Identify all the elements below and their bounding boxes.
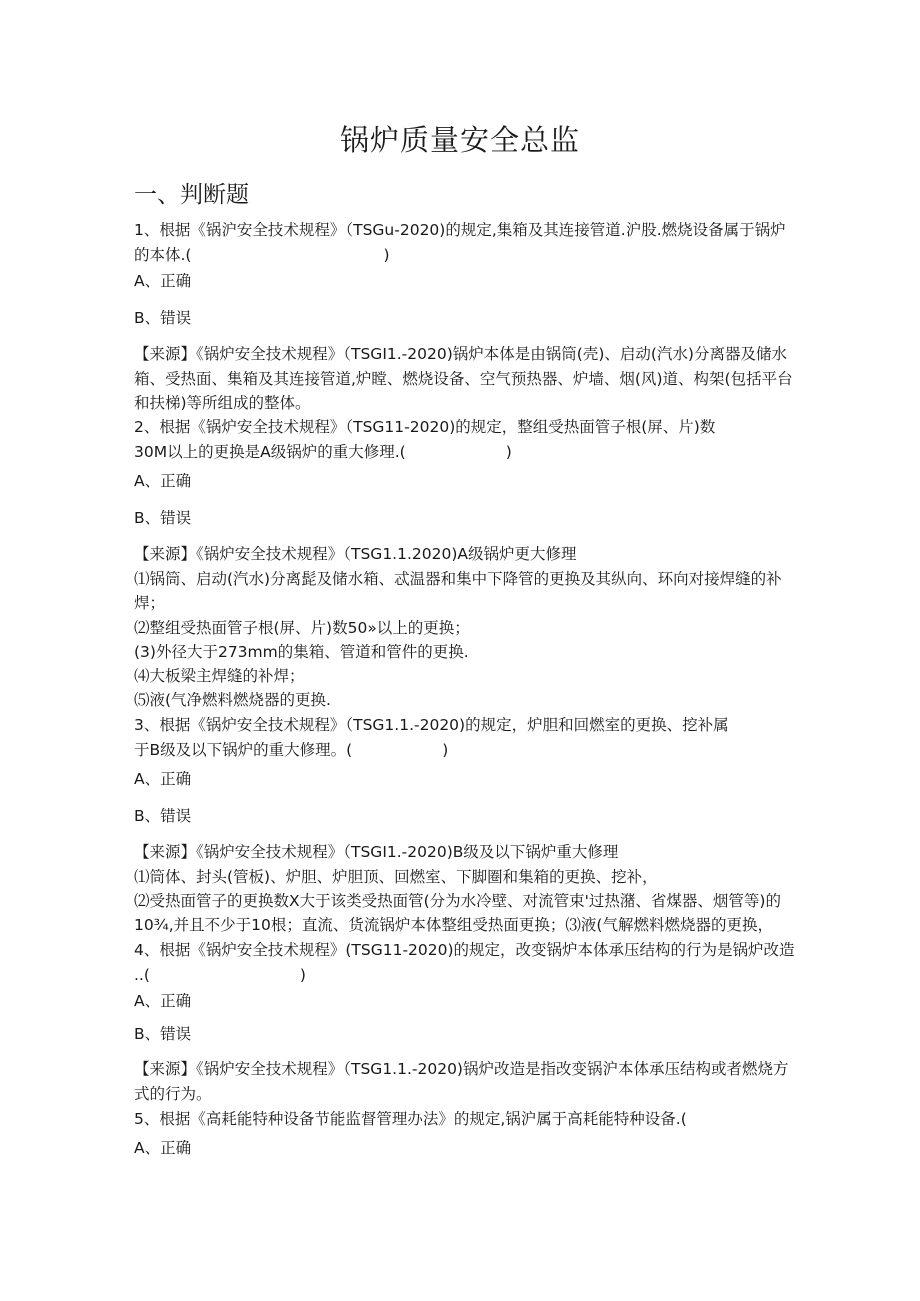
q1-option-b[interactable]: B、错误 xyxy=(134,309,192,327)
q3-stem-line2 xyxy=(134,739,448,761)
q2-option-b[interactable]: B、错误 xyxy=(134,509,192,527)
q2-source-line7: ⑸液(气净燃料燃烧器的更换. xyxy=(134,691,331,709)
q2-stem-line1: 2、根据《锅炉安全技术规程》（TSG11-2020)的规定，整组受热面管子根(屏、片)数 xyxy=(134,418,716,436)
q1-source-line3: 和扶梯)等所组成的整体。 xyxy=(134,394,311,412)
q2-source-line1: 【来源】《锅炉安全技术规程》（TSG1.1.2020)A级锅炉更大修理 xyxy=(134,545,577,563)
q4-option-a[interactable]: A、正确 xyxy=(134,992,192,1010)
q4-stem-text: ..( xyxy=(134,966,150,984)
q1-stem-text: 的本体.( xyxy=(134,246,192,264)
q2-source-line3: 焊； xyxy=(134,594,166,612)
q3-source-line1: 【来源】《锅炉安全技术规程》（TSGI1.-2020)B级及以下锅炉重大修理 xyxy=(134,843,619,861)
q4-stem-line1: 4、根据《锅炉安全技术规程》(TSG11-2020)的规定，改变锅炉本体承压结构的行为是锅炉改造 xyxy=(134,941,795,959)
q1-option-a[interactable]: A、正确 xyxy=(134,272,192,290)
q5-stem-line1: 5、根据《高耗能特种设备节能监督管理办法》的规定,锅沪属于高耗能特种设备.( xyxy=(134,1110,687,1128)
q2-stem-line2 xyxy=(134,441,512,463)
q3-source-line2: ⑴筒体、封头(管板)、炉胆、炉胆顶、回燃室、下脚圈和集箱的更换、挖补， xyxy=(134,868,658,886)
q2-stem-text: 30M以上的更换是A级锅炉的重大修理.( xyxy=(134,443,406,461)
q1-stem-line2 xyxy=(134,244,390,266)
q1-source-line2: 箱、受热面、集箱及其连接管道,炉瞠、燃烧设备、空气预热器、炉墙、烟(风)道、构架(包括平台 xyxy=(134,370,793,388)
q2-source-line4: ⑵整组受热面管子根(屏、片)数50»以上的更换； xyxy=(134,619,470,637)
q2-source-line5: (3)外径大于273mm的集箱、管道和管件的更换. xyxy=(134,643,469,661)
q4-source-line2: 式的行为。 xyxy=(134,1085,212,1103)
q3-source-line4: 10¾,并且不少于10根；直流、货流锅炉本体整组受热面更换；⑶液(气解燃料燃烧器的更换， xyxy=(134,916,773,934)
q4-stem-line2 xyxy=(134,964,306,986)
q2-paren-close: ) xyxy=(505,443,512,461)
q3-stem-line1: 3、根据《锅炉安全技术规程》（TSG1.1.-2020)的规定，炉胆和回燃室的更换、挖补属 xyxy=(134,716,729,734)
section-heading: 一、判断题 xyxy=(134,182,249,208)
q3-stem-text: 于B级及以下锅炉的重大修理。( xyxy=(134,741,353,759)
q5-option-a[interactable]: A、正确 xyxy=(134,1139,192,1157)
q4-source-line1: 【来源】《锅炉安全技术规程》（TSG1.1.-2020)锅炉改造是指改变锅沪本体承压结构或者燃烧方 xyxy=(134,1060,789,1078)
q1-source-line1: 【来源】《锅炉安全技术规程》（TSGI1.-2020)锅炉本体是由锅筒(壳)、启动(汽水)分离器及储水 xyxy=(134,345,787,363)
q1-paren-close: ) xyxy=(383,246,390,264)
q3-paren-close: ) xyxy=(442,741,449,759)
document-title: 锅炉质量安全总监 xyxy=(339,123,580,157)
q2-source-line2: ⑴锅筒、启动(汽水)分离髭及储水箱、忒温器和集中下降管的更换及其纵向、环向对接焊缝的补 xyxy=(134,570,782,588)
q3-option-b[interactable]: B、错误 xyxy=(134,807,192,825)
q3-option-a[interactable]: A、正确 xyxy=(134,770,192,788)
q2-option-a[interactable]: A、正确 xyxy=(134,472,192,490)
q3-source-line3: ⑵受热面管子的更换数X大于该类受热面管(分为水冷壁、对流管束'过热潴、省煤器、烟管等)的 xyxy=(134,892,781,910)
q4-paren-close: ) xyxy=(299,966,306,984)
q4-option-b[interactable]: B、错误 xyxy=(134,1025,192,1043)
q1-stem-line1: 1、根据《锅沪安全技术规程》（TSGu-2020)的规定,集箱及其连接管道.沪股.燃烧设备属于锅炉 xyxy=(134,221,786,239)
q2-source-line6: ⑷大板梁主焊缝的补焊； xyxy=(134,667,305,685)
